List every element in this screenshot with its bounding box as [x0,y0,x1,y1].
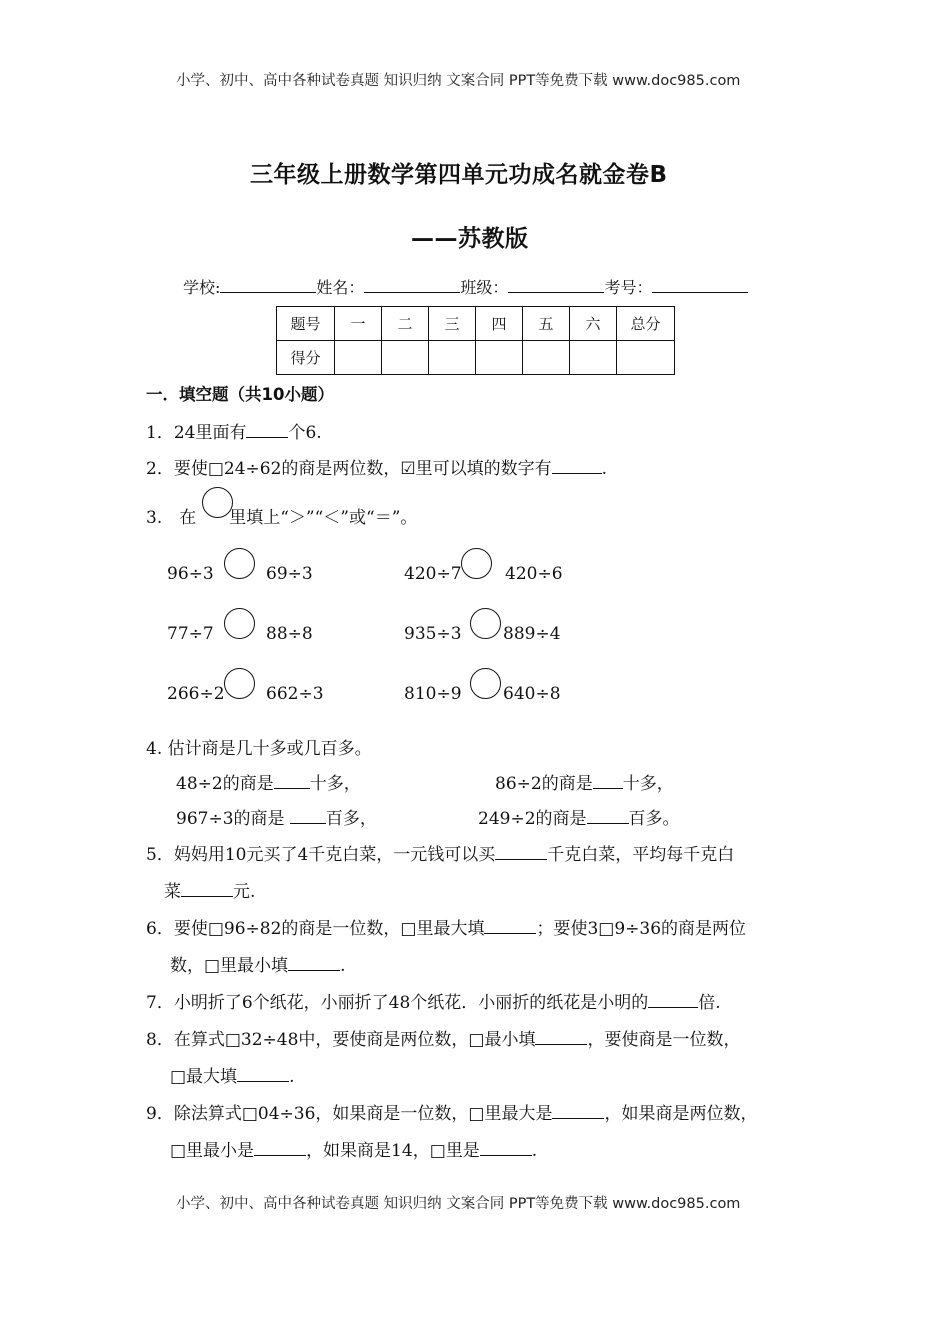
class-blank [508,274,604,293]
question-7 [146,988,721,1013]
question-5-cont [164,877,255,902]
answer-blank[interactable] [587,807,629,824]
expr: 420÷6 [505,564,563,584]
q5-text: 元. [233,882,256,902]
number-blank [652,274,748,293]
number-label: 考号： [604,278,653,297]
name-label: 姓名： [316,278,365,297]
q1-text-end: 个6. [288,423,322,443]
question-8-cont [170,1062,294,1087]
q4-text: 249÷2的商是 [478,809,587,829]
expr: 935÷3 [404,624,462,644]
document-title: 三年级上册数学第四单元功成名就金卷B [250,162,668,188]
name-blank [364,274,460,293]
expr: 640÷8 [503,684,561,704]
score-cell[interactable] [476,341,523,375]
question-5 [146,840,734,865]
q4-item-b [495,769,674,794]
q2-text: 2．要使□24÷62的商是两位数， [146,459,401,479]
q6-text: ；要使3□9÷36的商是两位 [536,919,747,939]
expr: 662÷3 [266,684,324,704]
table-cell: 一 [335,307,382,341]
compare-circle[interactable] [224,548,255,579]
question-3 [146,503,417,528]
document-subtitle: ——苏教版 [411,226,529,252]
answer-blank[interactable] [552,457,602,474]
table-cell: 三 [429,307,476,341]
q6-text: 数，□里最小填 [170,956,289,976]
q7-text: 7．小明折了6个纸花，小丽折了48个纸花．小丽折的纸花是小明的 [146,993,649,1013]
section-title: 一．填空题（共10小题） [146,385,334,404]
page-header: 小学、初中、高中各种试卷真题 知识归纳 文案合同 PPT等免费下载 www.doc985.com [176,73,741,89]
answer-blank[interactable] [535,1028,587,1045]
q9-text: 9．除法算式□04÷36，如果商是一位数，□里最大是 [146,1104,553,1124]
question-9 [146,1099,757,1124]
expr: 810÷9 [404,684,462,704]
score-cell[interactable] [570,341,617,375]
q4-text: 48÷2的商是 [176,774,274,794]
answer-blank[interactable] [593,772,623,789]
answer-blank[interactable] [246,421,288,438]
q9-text: ，如果商是14，□里是 [306,1141,480,1161]
q4-text: 十多， [309,774,361,794]
student-info-line [183,274,748,298]
q2-text-mid: 里可以填的数字有 [415,459,552,479]
question-8 [146,1025,740,1050]
q4-item-c [176,804,377,829]
score-cell[interactable] [429,341,476,375]
page-footer: 小学、初中、高中各种试卷真题 知识归纳 文案合同 PPT等免费下载 www.doc985.com [176,1196,741,1212]
q8-text: . [289,1067,295,1087]
q6-text: . [340,956,346,976]
answer-blank[interactable] [181,880,233,897]
expr: 88÷8 [266,624,313,644]
q5-text: 千克白菜，平均每千克白 [547,845,735,865]
class-label: 班级： [460,278,509,297]
q4-text: 十多， [622,774,674,794]
question-6-cont [170,951,345,976]
checkbox-icon: ☑ [400,459,416,479]
q3-text: 3. 在 [146,508,197,528]
table-cell: 题号 [277,307,335,341]
answer-blank[interactable] [237,1065,289,1082]
question-9-cont [170,1136,537,1161]
expr: 77÷7 [167,624,214,644]
question-4-title: 4. 估计商是几十多或几百多。 [146,739,372,759]
q8-text: □最大填 [170,1067,238,1087]
score-table-header-row [277,307,675,341]
q3-text-end: 里填上“＞”“＜”或“＝”。 [229,508,418,528]
score-cell[interactable] [382,341,429,375]
q7-text: 倍. [698,993,721,1013]
compare-circle[interactable] [461,548,492,579]
expr: 69÷3 [266,564,313,584]
table-cell: 五 [523,307,570,341]
score-cell[interactable] [617,341,675,375]
score-table-score-row [277,341,675,375]
table-cell: 二 [382,307,429,341]
question-2 [146,454,607,479]
q8-text: ，要使商是一位数， [587,1030,741,1050]
q6-text: 6．要使□96÷82的商是一位数，□里最大填 [146,919,485,939]
q4-text: 百多。 [628,809,680,829]
q4-text: 967÷3的商是 [176,809,290,829]
expr: 889÷4 [503,624,561,644]
answer-blank[interactable] [495,843,547,860]
school-label: 学校: [183,278,221,297]
answer-blank[interactable] [484,917,536,934]
answer-blank[interactable] [254,1139,306,1156]
compare-circle[interactable] [224,668,255,699]
q9-text: . [531,1141,538,1161]
answer-blank[interactable] [288,954,340,971]
question-1 [146,418,322,443]
q9-text: □里最小是 [170,1141,255,1161]
table-cell: 六 [570,307,617,341]
score-cell[interactable] [523,341,570,375]
school-blank [220,274,316,293]
question-6 [146,914,746,939]
answer-blank[interactable] [480,1139,532,1156]
table-cell: 四 [476,307,523,341]
answer-blank[interactable] [274,772,310,789]
compare-circle-icon [202,487,233,518]
q5-text: 菜 [164,882,181,902]
answer-blank[interactable] [648,991,698,1008]
expr: 420÷7 [404,564,462,584]
expr: 266÷2 [167,684,225,704]
q8-text: 8．在算式□32÷48中，要使商是两位数，□最小填 [146,1030,536,1050]
table-cell: 得分 [277,341,335,375]
q4-item-d [478,804,680,829]
expr: 96÷3 [167,564,214,584]
q4-item-a [176,769,361,794]
q2-text-end: . [601,459,608,479]
q9-text: ，如果商是两位数， [604,1104,758,1124]
score-table [276,306,675,375]
answer-blank[interactable] [290,807,326,824]
q4-text: 百多， [325,809,377,829]
q4-text: 86÷2的商是 [495,774,593,794]
table-cell: 总分 [617,307,675,341]
answer-blank[interactable] [552,1102,604,1119]
q5-text: 5．妈妈用10元买了4千克白菜，一元钱可以买 [146,845,496,865]
q1-text: 1．24里面有 [146,423,247,443]
compare-circle[interactable] [224,608,255,639]
compare-circle[interactable] [470,668,501,699]
compare-circle[interactable] [470,608,501,639]
score-cell[interactable] [335,341,382,375]
